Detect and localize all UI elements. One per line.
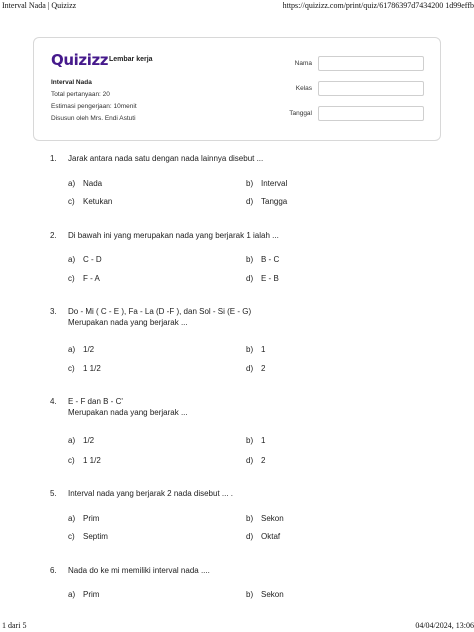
quiz-author: Disusun oleh Mrs. Endi Astuti [51, 115, 136, 122]
q5-option-a: a) Prim [68, 514, 100, 523]
q3-option-b: b) 1 [246, 345, 266, 354]
q6-option-a: a) Prim [68, 590, 100, 599]
page-count: 1 dari 5 [2, 621, 27, 630]
q2-option-d: d) E - B [246, 274, 279, 283]
class-field[interactable] [318, 81, 424, 96]
question-number: 4. [50, 397, 57, 406]
worksheet-header-card [33, 37, 441, 141]
q6-option-b: b) Sekon [246, 590, 284, 599]
date-label: Tanggal [289, 110, 312, 117]
class-label: Kelas [295, 85, 312, 92]
q3-option-c: c) 1 1/2 [68, 364, 101, 373]
q5-option-b: b) Sekon [246, 514, 284, 523]
estimated-time: Estimasi pengerjaan: 10menit [51, 103, 137, 110]
q4-option-a: a) 1/2 [68, 436, 95, 445]
quizizz-logo: Quizizz [51, 51, 109, 69]
q1-option-b: b) Interval [246, 179, 288, 188]
question-number: 1. [50, 154, 57, 163]
question-text-line-2: Merupakan nada yang berjarak ... [68, 408, 188, 417]
print-header [0, 0, 474, 14]
date-field[interactable] [318, 106, 424, 121]
question-text: Do - Mi ( C - E ), Fa - La (D -F ), dan Sol - Si (E - G) [68, 307, 252, 316]
worksheet-label: Lembar kerja [109, 56, 153, 63]
q4-option-b: b) 1 [246, 436, 266, 445]
total-questions: Total pertanyaan: 20 [51, 91, 110, 98]
question-number: 5. [50, 489, 57, 498]
question-text: Di bawah ini yang merupakan nada yang berjarak 1 ialah ... [68, 231, 279, 240]
q4-option-d: d) 2 [246, 456, 266, 465]
q2-option-c: c) F - A [68, 274, 100, 283]
page-title: Interval Nada | Quizizz [2, 1, 77, 10]
question-text-line-2: Merupakan nada yang berjarak ... [68, 318, 188, 327]
q1-option-c: c) Ketukan [68, 197, 113, 206]
print-datetime: 04/04/2024, 13:06 [415, 621, 474, 630]
name-field[interactable] [318, 56, 424, 71]
q2-option-b: b) B - C [246, 255, 280, 264]
q4-option-c: c) 1 1/2 [68, 456, 101, 465]
question-text: Interval nada yang berjarak 2 nada disebut ... . [68, 489, 233, 498]
print-footer [0, 618, 474, 632]
question-text: Nada do ke mi memiliki interval nada .... [68, 566, 210, 575]
question-number: 2. [50, 231, 57, 240]
question-text: E - F dan B - C' [68, 397, 123, 406]
q3-option-a: a) 1/2 [68, 345, 95, 354]
q1-option-a: a) Nada [68, 179, 103, 188]
name-label: Nama [294, 60, 312, 67]
q3-option-d: d) 2 [246, 364, 266, 373]
q5-option-d: d) Oktaf [246, 532, 281, 541]
question-number: 6. [50, 566, 57, 575]
q1-option-d: d) Tangga [246, 197, 288, 206]
q2-option-a: a) C - D [68, 255, 102, 264]
question-text: Jarak antara nada satu dengan nada lainnya disebut ... [68, 154, 264, 163]
q5-option-c: c) Septim [68, 532, 108, 541]
question-number: 3. [50, 307, 57, 316]
page-url: https://quizizz.com/print/quiz/61786397d7434200 1d99effb [282, 1, 474, 10]
quiz-title: Interval Nada [51, 79, 92, 86]
